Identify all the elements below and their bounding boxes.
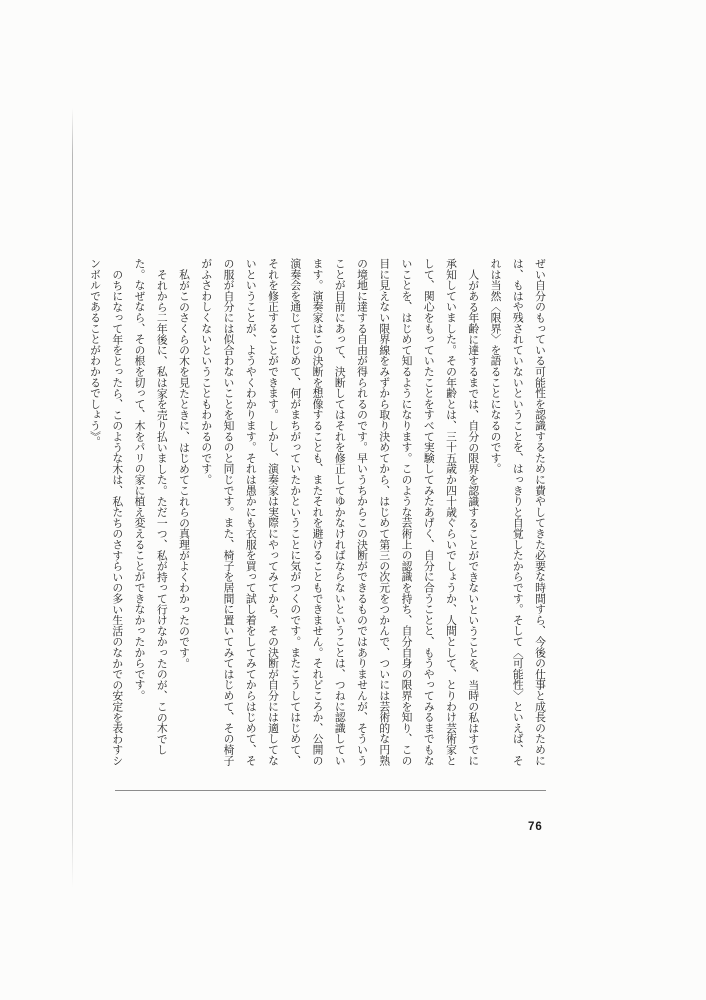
paragraph-1: ぜい自分のもっている可能性を認識するために費やしてきた必要な時間すら、今後の仕事と成長のためには、もはや残されていないということを、はっきりと自覚したからです。そして〈可能性〉といえば、それは当然〈限界〉を語ることになるのです。 <box>489 258 546 766</box>
paragraph-2: 人がある年齢に達するまでは、自分の限界を認識することができないということを、当時の私はすでに承知していました。その年齢とは、三十五歳か四十歳ぐらいでしょうか、人間として、とりわけ芸術家として、関心をもっていたことをすべて実験してみたあげく、自分に合うことと、もうやってみるまでもないことを、はじめて知るようになります。このような芸術上の認識を持ち、自分自身の限界を知り、この目に見えない限界線をみずから取り決めてから、はじめて第三の次元をつかんで、ついには芸術的な円熟の境地に達する自由が得られるのです。早いうちからこの決断ができるものではありませんが、そういうことが目前にあって、決断してはそれを修正してゆかなければならないということは、つねに認識しています。演奏家はこの決断を想像することも、またそれを避けることもできません。それどころか、公開の演奏会を通じてはじめて、何がまちがっていたかということに気がつくのです。またこうしてはじめて、それを修正することができます。しかし、演奏家は実際にやってみてから、その決断が自分には適してないということが、ようやくわかります。それは愚かにも衣服を買って試し着をしてみてからはじめて、その服が自分には似合わないことを知るのと同じです。また、椅子を居間に置いてみてはじめて、その椅子がふさわしくないということもわかるのです。 <box>200 258 480 766</box>
paragraph-4: それから二年後に、私は家を売り払いました。ただ一つ、私が持って行けなかったのが、この木でした。なぜなら、その根を切って、木をパリの家に植え変えることができなかったからです。 <box>133 258 168 755</box>
page-number: 76 <box>528 821 543 833</box>
paragraph-5: のちになって年をとったら、このような木は、私たちのさすらいの多い生活のなかでの安定を表わすシンボルであることがわかるでしょう》。 <box>89 258 124 766</box>
paragraph-3: 私がこのさくらの木を見たときに、はじめてこれらの真理がよくわかったのです。 <box>178 268 190 669</box>
footer-rule <box>115 790 546 791</box>
page-edge-line <box>72 108 73 888</box>
vertical-text-block <box>83 258 551 769</box>
